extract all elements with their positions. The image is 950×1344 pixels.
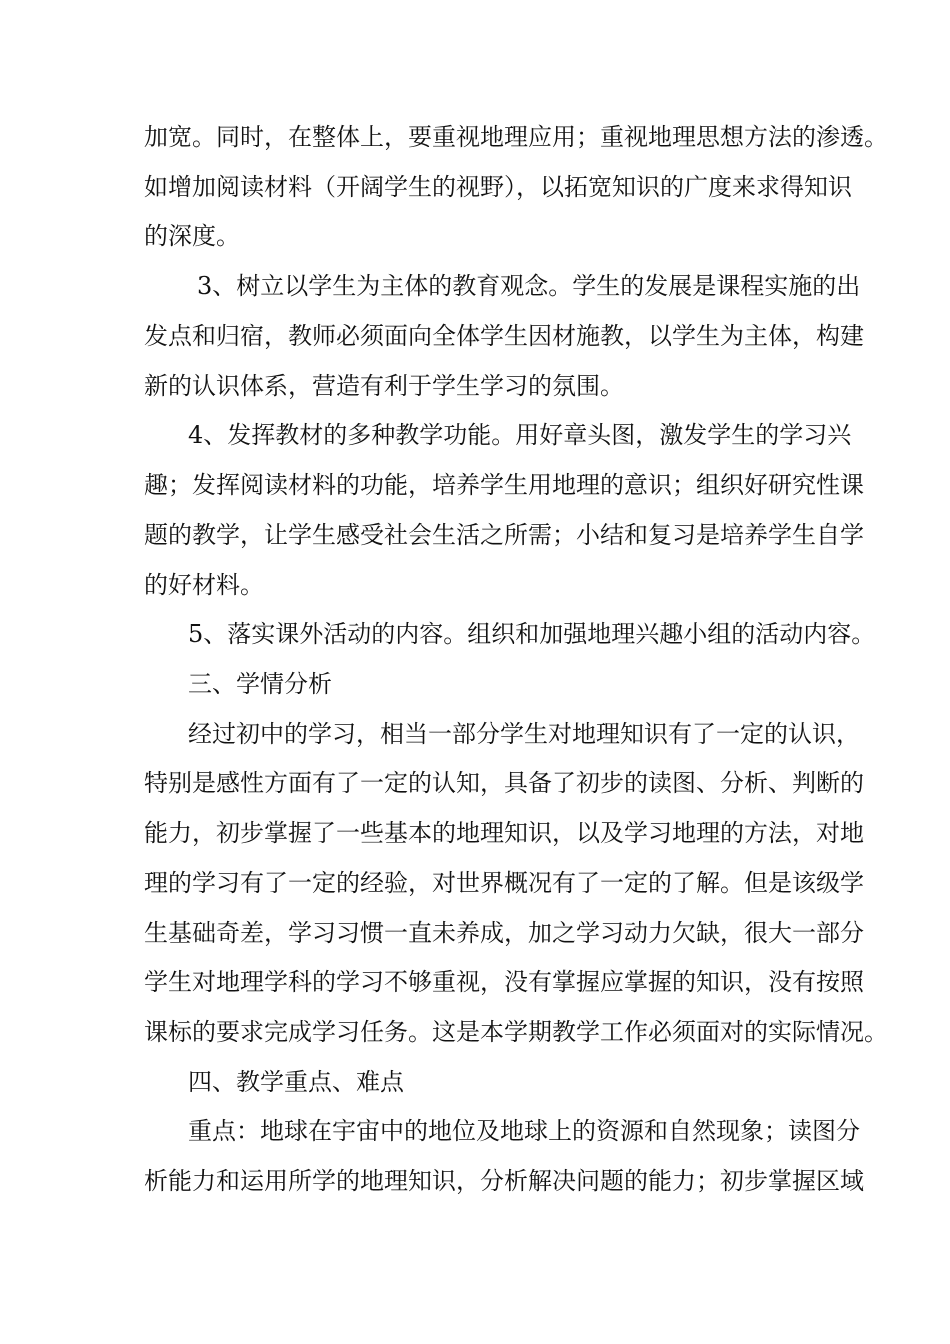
text-line: 加宽。同时，在整体上，要重视地理应用；重视地理思想方法的渗透。 — [144, 123, 888, 151]
text-line: 4、发挥教材的多种教学功能。用好章头图，激发学生的学习兴 — [188, 421, 852, 449]
text-line: 的深度。 — [144, 222, 240, 250]
text-line: 3、树立以学生为主体的教育观念。学生的发展是课程实施的出 — [197, 272, 861, 300]
text-line: 学生对地理学科的学习不够重视，没有掌握应掌握的知识，没有按照 — [144, 968, 864, 996]
text-line: 析能力和运用所学的地理知识，分析解决问题的能力；初步掌握区域 — [144, 1167, 864, 1195]
section-heading: 四、教学重点、难点 — [188, 1068, 404, 1096]
text-line: 如增加阅读材料（开阔学生的视野），以拓宽知识的广度来求得知识 — [144, 173, 852, 201]
text-line: 新的认识体系，营造有利于学生学习的氛围。 — [144, 372, 624, 400]
text-line: 理的学习有了一定的经验，对世界概况有了一定的了解。但是该级学 — [144, 869, 864, 897]
text-line: 的好材料。 — [144, 571, 264, 599]
section-heading: 三、学情分析 — [188, 670, 332, 698]
text-line: 重点：地球在宇宙中的地位及地球上的资源和自然现象；读图分 — [188, 1117, 860, 1145]
text-line: 题的教学，让学生感受社会生活之所需；小结和复习是培养学生自学 — [144, 521, 864, 549]
text-line: 特别是感性方面有了一定的认知，具备了初步的读图、分析、判断的 — [144, 769, 864, 797]
text-line: 能力，初步掌握了一些基本的地理知识，以及学习地理的方法，对地 — [144, 819, 864, 847]
text-line: 生基础奇差，学习习惯一直未养成，加之学习动力欠缺，很大一部分 — [144, 919, 864, 947]
text-line: 课标的要求完成学习任务。这是本学期教学工作必须面对的实际情况。 — [144, 1018, 888, 1046]
text-line: 5、落实课外活动的内容。组织和加强地理兴趣小组的活动内容。 — [188, 620, 876, 648]
text-line: 发点和归宿，教师必须面向全体学生因材施教，以学生为主体，构建 — [144, 322, 864, 350]
text-line: 经过初中的学习，相当一部分学生对地理知识有了一定的认识， — [188, 720, 860, 748]
text-line: 趣；发挥阅读材料的功能，培养学生用地理的意识；组织好研究性课 — [144, 471, 864, 499]
